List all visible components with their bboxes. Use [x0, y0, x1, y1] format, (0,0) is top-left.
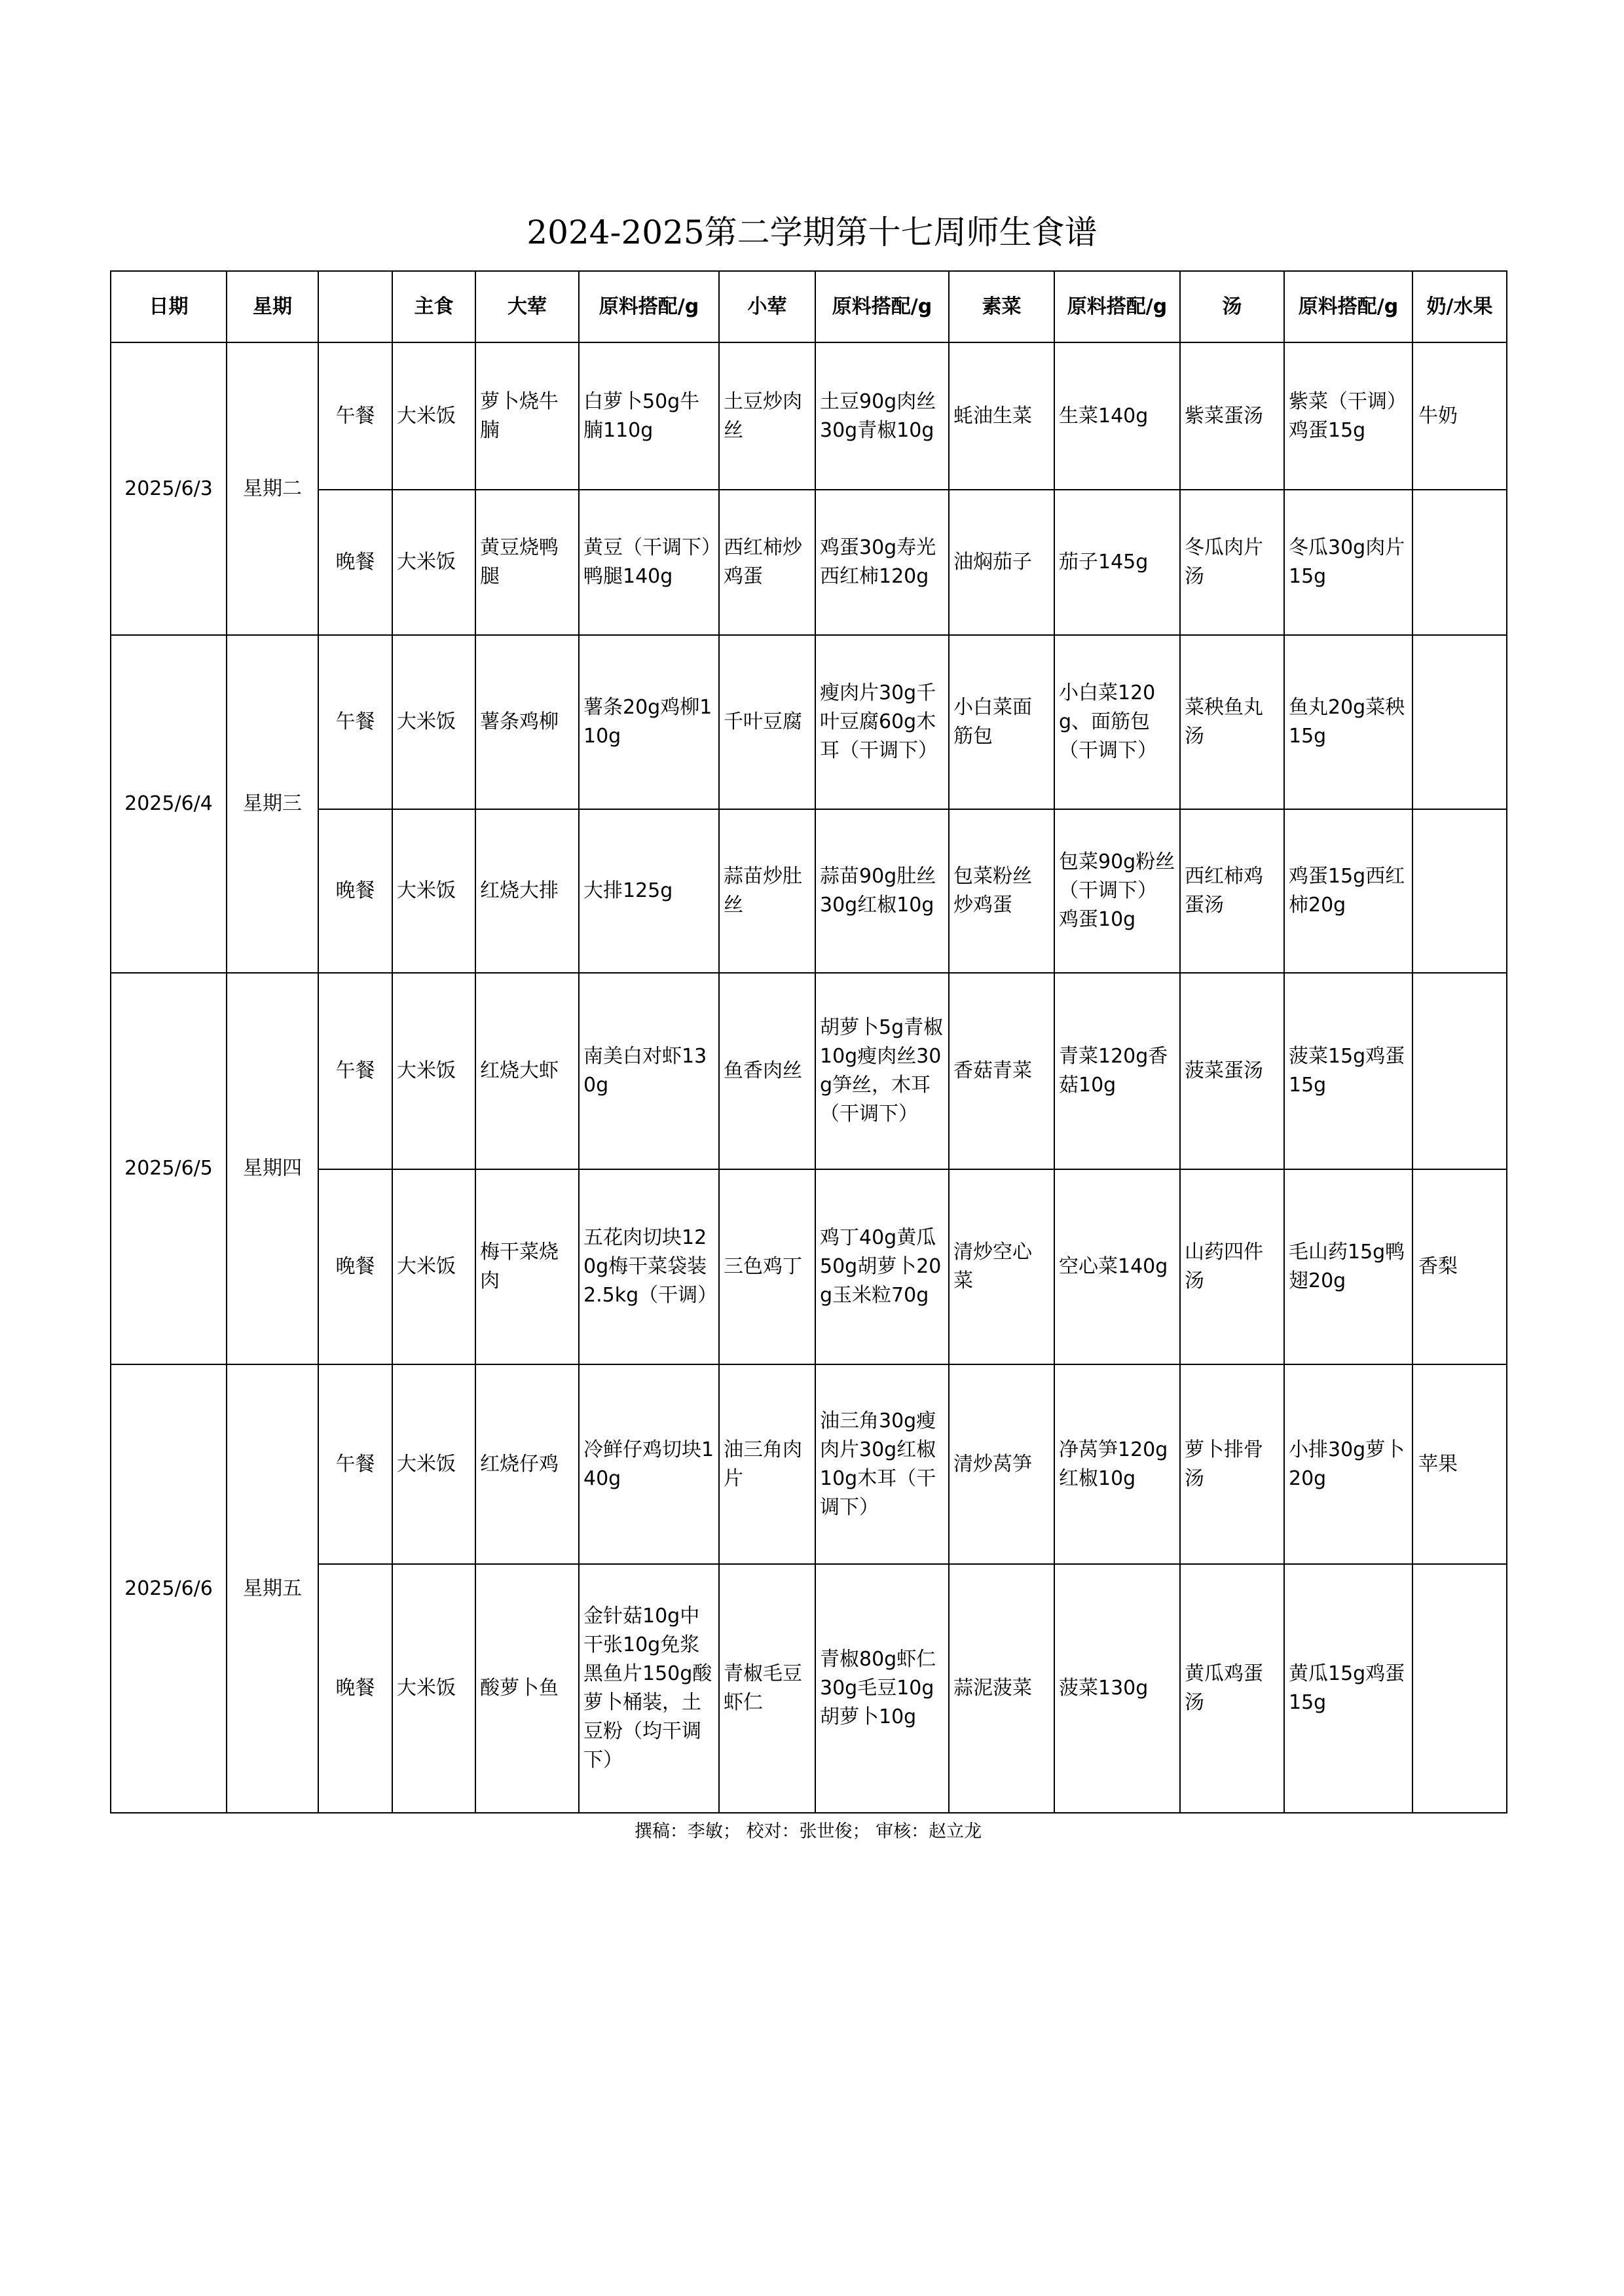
soup-cell: 山药四件汤 — [1180, 1169, 1284, 1364]
date-cell: 2025/6/5 — [111, 973, 227, 1364]
main-dish-cell: 萝卜烧牛腩 — [475, 342, 579, 490]
side-ingredients-cell: 鸡蛋30g寿光西红柿120g — [815, 490, 949, 635]
main-dish-cell: 梅干菜烧肉 — [475, 1169, 579, 1364]
main-dish-cell: 黄豆烧鸭腿 — [475, 490, 579, 635]
soup-ingredients-cell: 鸡蛋15g西红柿20g — [1284, 809, 1412, 973]
soup-ingredients-cell: 小排30g萝卜20g — [1284, 1364, 1412, 1564]
credits-footer: 撰稿：李敏； 校对：张世俊； 审核：赵立龙 — [634, 1821, 982, 1842]
soup-ingredients-cell: 鱼丸20g菜秧15g — [1284, 635, 1412, 809]
date-cell: 2025/6/6 — [111, 1364, 227, 1813]
header-vegetable-ingredients: 原料搭配/g — [1054, 271, 1180, 342]
header-side-dish: 小荤 — [719, 271, 815, 342]
page-title: 2024-2025第二学期第十七周师生食谱 — [526, 213, 1098, 251]
header-date: 日期 — [111, 271, 227, 342]
milk-fruit-cell: 苹果 — [1412, 1364, 1507, 1564]
soup-cell: 西红柿鸡蛋汤 — [1180, 809, 1284, 973]
soup-ingredients-cell: 紫菜（干调）鸡蛋15g — [1284, 342, 1412, 490]
meal-cell: 午餐 — [318, 973, 392, 1169]
staple-cell: 大米饭 — [392, 1364, 475, 1564]
milk-fruit-cell: 香梨 — [1412, 1169, 1507, 1364]
side-dish-cell: 三色鸡丁 — [719, 1169, 815, 1364]
vegetable-cell: 蚝油生菜 — [949, 342, 1054, 490]
soup-ingredients-cell: 毛山药15g鸭翅20g — [1284, 1169, 1412, 1364]
main-ingredients-cell: 金针菇10g中干张10g免浆黑鱼片150g酸萝卜桶装，土豆粉（均干调下） — [579, 1564, 719, 1813]
vegetable-ingredients-cell: 净莴笋120g红椒10g — [1054, 1364, 1180, 1564]
milk-fruit-cell: 牛奶 — [1412, 342, 1507, 490]
menu-table — [110, 270, 1507, 1813]
vegetable-ingredients-cell: 菠菜130g — [1054, 1564, 1180, 1813]
soup-cell: 萝卜排骨汤 — [1180, 1364, 1284, 1564]
main-dish-cell: 红烧仔鸡 — [475, 1364, 579, 1564]
meal-cell: 午餐 — [318, 635, 392, 809]
side-dish-cell: 青椒毛豆虾仁 — [719, 1564, 815, 1813]
weekday-cell: 星期二 — [227, 342, 318, 635]
header-vegetable: 素菜 — [949, 271, 1054, 342]
weekday-cell: 星期三 — [227, 635, 318, 973]
weekday-cell: 星期五 — [227, 1364, 318, 1813]
vegetable-cell: 清炒空心菜 — [949, 1169, 1054, 1364]
vegetable-cell: 香菇青菜 — [949, 973, 1054, 1169]
main-ingredients-cell: 冷鲜仔鸡切块140g — [579, 1364, 719, 1564]
header-soup-ingredients: 原料搭配/g — [1284, 271, 1412, 342]
vegetable-ingredients-cell: 茄子145g — [1054, 490, 1180, 635]
vegetable-cell: 包菜粉丝炒鸡蛋 — [949, 809, 1054, 973]
main-ingredients-cell: 白萝卜50g牛腩110g — [579, 342, 719, 490]
soup-cell: 菜秧鱼丸汤 — [1180, 635, 1284, 809]
header-soup: 汤 — [1180, 271, 1284, 342]
vegetable-cell: 小白菜面筋包 — [949, 635, 1054, 809]
main-ingredients-cell: 黄豆（干调下）鸭腿140g — [579, 490, 719, 635]
soup-ingredients-cell: 菠菜15g鸡蛋15g — [1284, 973, 1412, 1169]
meal-cell: 晚餐 — [318, 1169, 392, 1364]
meal-cell: 晚餐 — [318, 1564, 392, 1813]
header-weekday: 星期 — [227, 271, 318, 342]
table-row — [111, 1169, 1507, 1364]
meal-cell: 晚餐 — [318, 809, 392, 973]
header-main-dish: 大荤 — [475, 271, 579, 342]
table-row — [111, 342, 1507, 490]
soup-ingredients-cell: 冬瓜30g肉片15g — [1284, 490, 1412, 635]
soup-cell: 菠菜蛋汤 — [1180, 973, 1284, 1169]
milk-fruit-cell — [1412, 635, 1507, 809]
vegetable-cell: 油焖茄子 — [949, 490, 1054, 635]
main-ingredients-cell: 大排125g — [579, 809, 719, 973]
side-ingredients-cell: 土豆90g肉丝30g青椒10g — [815, 342, 949, 490]
side-ingredients-cell: 蒜苗90g肚丝30g红椒10g — [815, 809, 949, 973]
main-dish-cell: 酸萝卜鱼 — [475, 1564, 579, 1813]
meal-cell: 晚餐 — [318, 490, 392, 635]
staple-cell: 大米饭 — [392, 973, 475, 1169]
vegetable-cell: 清炒莴笋 — [949, 1364, 1054, 1564]
soup-cell: 黄瓜鸡蛋汤 — [1180, 1564, 1284, 1813]
side-dish-cell: 油三角肉片 — [719, 1364, 815, 1564]
header-main-ingredients: 原料搭配/g — [579, 271, 719, 342]
table-row — [111, 1364, 1507, 1564]
side-ingredients-cell: 瘦肉片30g千叶豆腐60g木耳（干调下） — [815, 635, 949, 809]
side-ingredients-cell: 鸡丁40g黄瓜50g胡萝卜20g玉米粒70g — [815, 1169, 949, 1364]
table-row — [111, 635, 1507, 809]
vegetable-ingredients-cell: 空心菜140g — [1054, 1169, 1180, 1364]
main-dish-cell: 红烧大排 — [475, 809, 579, 973]
side-dish-cell: 千叶豆腐 — [719, 635, 815, 809]
meal-cell: 午餐 — [318, 1364, 392, 1564]
vegetable-ingredients-cell: 生菜140g — [1054, 342, 1180, 490]
soup-cell: 冬瓜肉片汤 — [1180, 490, 1284, 635]
main-dish-cell: 红烧大虾 — [475, 973, 579, 1169]
table-row — [111, 1564, 1507, 1813]
header-staple: 主食 — [392, 271, 475, 342]
main-ingredients-cell: 南美白对虾130g — [579, 973, 719, 1169]
staple-cell: 大米饭 — [392, 342, 475, 490]
milk-fruit-cell — [1412, 1564, 1507, 1813]
header-meal — [318, 271, 392, 342]
side-ingredients-cell: 青椒80g虾仁30g毛豆10g胡萝卜10g — [815, 1564, 949, 1813]
table-row — [111, 809, 1507, 973]
milk-fruit-cell — [1412, 490, 1507, 635]
vegetable-ingredients-cell: 青菜120g香菇10g — [1054, 973, 1180, 1169]
side-ingredients-cell: 油三角30g瘦肉片30g红椒10g木耳（干调下） — [815, 1364, 949, 1564]
soup-cell: 紫菜蛋汤 — [1180, 342, 1284, 490]
milk-fruit-cell — [1412, 809, 1507, 973]
side-ingredients-cell: 胡萝卜5g青椒10g瘦肉丝30g笋丝，木耳（干调下） — [815, 973, 949, 1169]
side-dish-cell: 蒜苗炒肚丝 — [719, 809, 815, 973]
date-cell: 2025/6/3 — [111, 342, 227, 635]
table-row — [111, 973, 1507, 1169]
header-milk-fruit: 奶/水果 — [1412, 271, 1507, 342]
staple-cell: 大米饭 — [392, 809, 475, 973]
milk-fruit-cell — [1412, 973, 1507, 1169]
date-cell: 2025/6/4 — [111, 635, 227, 973]
main-dish-cell: 薯条鸡柳 — [475, 635, 579, 809]
table-row — [111, 490, 1507, 635]
header-side-ingredients: 原料搭配/g — [815, 271, 949, 342]
side-dish-cell: 土豆炒肉丝 — [719, 342, 815, 490]
soup-ingredients-cell: 黄瓜15g鸡蛋15g — [1284, 1564, 1412, 1813]
staple-cell: 大米饭 — [392, 490, 475, 635]
side-dish-cell: 鱼香肉丝 — [719, 973, 815, 1169]
header-row — [111, 271, 1507, 342]
meal-cell: 午餐 — [318, 342, 392, 490]
vegetable-ingredients-cell: 包菜90g粉丝（干调下）鸡蛋10g — [1054, 809, 1180, 973]
vegetable-cell: 蒜泥菠菜 — [949, 1564, 1054, 1813]
side-dish-cell: 西红柿炒鸡蛋 — [719, 490, 815, 635]
weekday-cell: 星期四 — [227, 973, 318, 1364]
vegetable-ingredients-cell: 小白菜120g、面筋包（干调下） — [1054, 635, 1180, 809]
main-ingredients-cell: 五花肉切块120g梅干菜袋装2.5kg（干调） — [579, 1169, 719, 1364]
main-ingredients-cell: 薯条20g鸡柳110g — [579, 635, 719, 809]
staple-cell: 大米饭 — [392, 635, 475, 809]
staple-cell: 大米饭 — [392, 1564, 475, 1813]
staple-cell: 大米饭 — [392, 1169, 475, 1364]
